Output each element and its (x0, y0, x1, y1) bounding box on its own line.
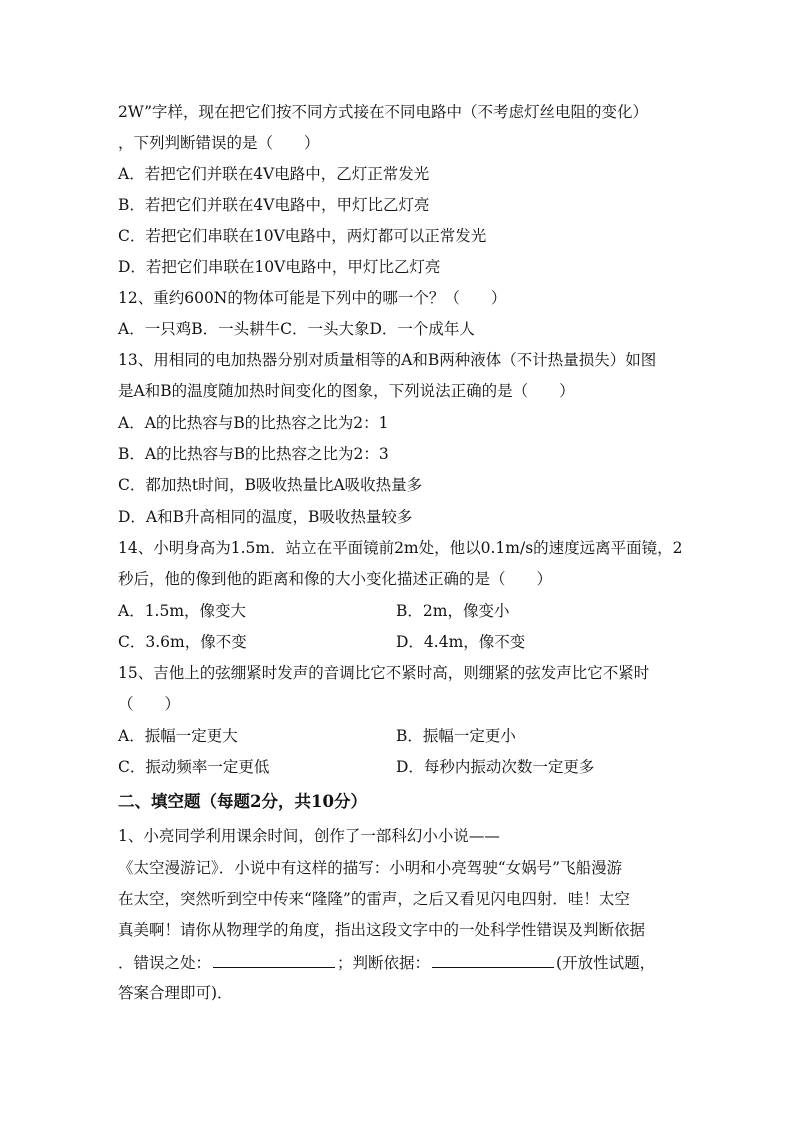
fill1-line4: 真美啊！请你从物理学的角度，指出这段文字中的一处科学性错误及判断依据 (118, 921, 646, 939)
fill1-error-label: ．错误之处： (118, 954, 212, 972)
q15-option-a: A．振幅一定更大 (118, 727, 238, 745)
q14-option-b: B．2m，像变小 (396, 602, 510, 620)
q13-option-b: B．A的比热容与B的比热容之比为2：3 (118, 445, 389, 463)
q13-stem-line2: 是A和B的温度随加热时间变化的图象，下列说法正确的是（ ） (118, 382, 575, 400)
q11-option-b: B．若把它们并联在4V电路中，甲灯比乙灯亮 (118, 196, 430, 214)
q13-stem-line1: 13、用相同的电加热器分别对质量相等的A和B两种液体（不计热量损失）如图 (118, 351, 657, 369)
q14-stem-line2: 秒后，他的像到他的距离和像的大小变化描述正确的是（ ） (118, 570, 553, 588)
q11-stem-line2: ，下列判断错误的是（ ） (118, 134, 320, 152)
q13-option-a: A．A的比热容与B的比热容之比为2：1 (118, 414, 389, 432)
q11-option-c: C．若把它们串联在10V电路中，两灯都可以正常发光 (118, 227, 487, 245)
q12-stem: 12、重约600N的物体可能是下列中的哪一个？（ ） (118, 289, 507, 307)
q14-option-c: C．3.6m，像不变 (118, 633, 247, 651)
q15-stem-line1: 15、吉他上的弦绷紧时发声的音调比它不紧时高，则绷紧的弦发声比它不紧时 (118, 664, 650, 682)
fill1-line2: 《太空漫游记》．小说中有这样的描写：小明和小亮驾驶“女娲号”飞船漫游 (118, 859, 623, 877)
q14-option-d: D．4.4m，像不变 (396, 633, 526, 651)
q11-option-d: D．若把它们串联在10V电路中，甲灯比乙灯亮 (118, 258, 441, 276)
fill1-basis-label: ；判断依据： (337, 954, 431, 972)
section-heading: 二、填空题（每题2分，共10分） (118, 792, 367, 811)
basis-answer-blank[interactable] (432, 952, 554, 968)
q11-stem-line1: 2W”字样，现在把它们按不同方式接在不同电路中（不考虑灯丝电阻的变化） (118, 103, 649, 121)
q14-stem-line1: 14、小明身高为1.5m．站立在平面镜前2m处，他以0.1m/s的速度远离平面镜，2 (118, 539, 683, 557)
fill1-line1: 1、小亮同学利用课余时间，创作了一部科幻小小说—— (118, 827, 500, 845)
q13-option-d: D．A和B升高相同的温度，B吸收热量较多 (118, 508, 413, 526)
fill1-line6: 答案合理即可)． (118, 984, 233, 1002)
q15-option-b: B．振幅一定更小 (396, 727, 516, 745)
error-answer-blank[interactable] (213, 952, 335, 968)
q15-stem-line2: （ ） (118, 695, 181, 713)
q13-option-c: C．都加热t时间，B吸收热量比A吸收热量多 (118, 476, 423, 494)
q15-option-c: C．振动频率一定更低 (118, 758, 270, 776)
q12-options: A．一只鸡B．一头耕牛C．一头大象D．一个成年人 (118, 320, 475, 338)
q11-option-a: A．若把它们并联在4V电路中，乙灯正常发光 (118, 165, 430, 183)
q15-option-d: D．每秒内振动次数一定更多 (396, 758, 595, 776)
fill1-line3: 在太空，突然听到空中传来“隆隆”的雷声，之后又看见闪电四射．哇！太空 (118, 890, 630, 908)
q14-option-a: A．1.5m，像变大 (118, 602, 247, 620)
fill1-line5 (118, 952, 678, 973)
fill1-open-note: (开放性试题， (556, 954, 656, 972)
